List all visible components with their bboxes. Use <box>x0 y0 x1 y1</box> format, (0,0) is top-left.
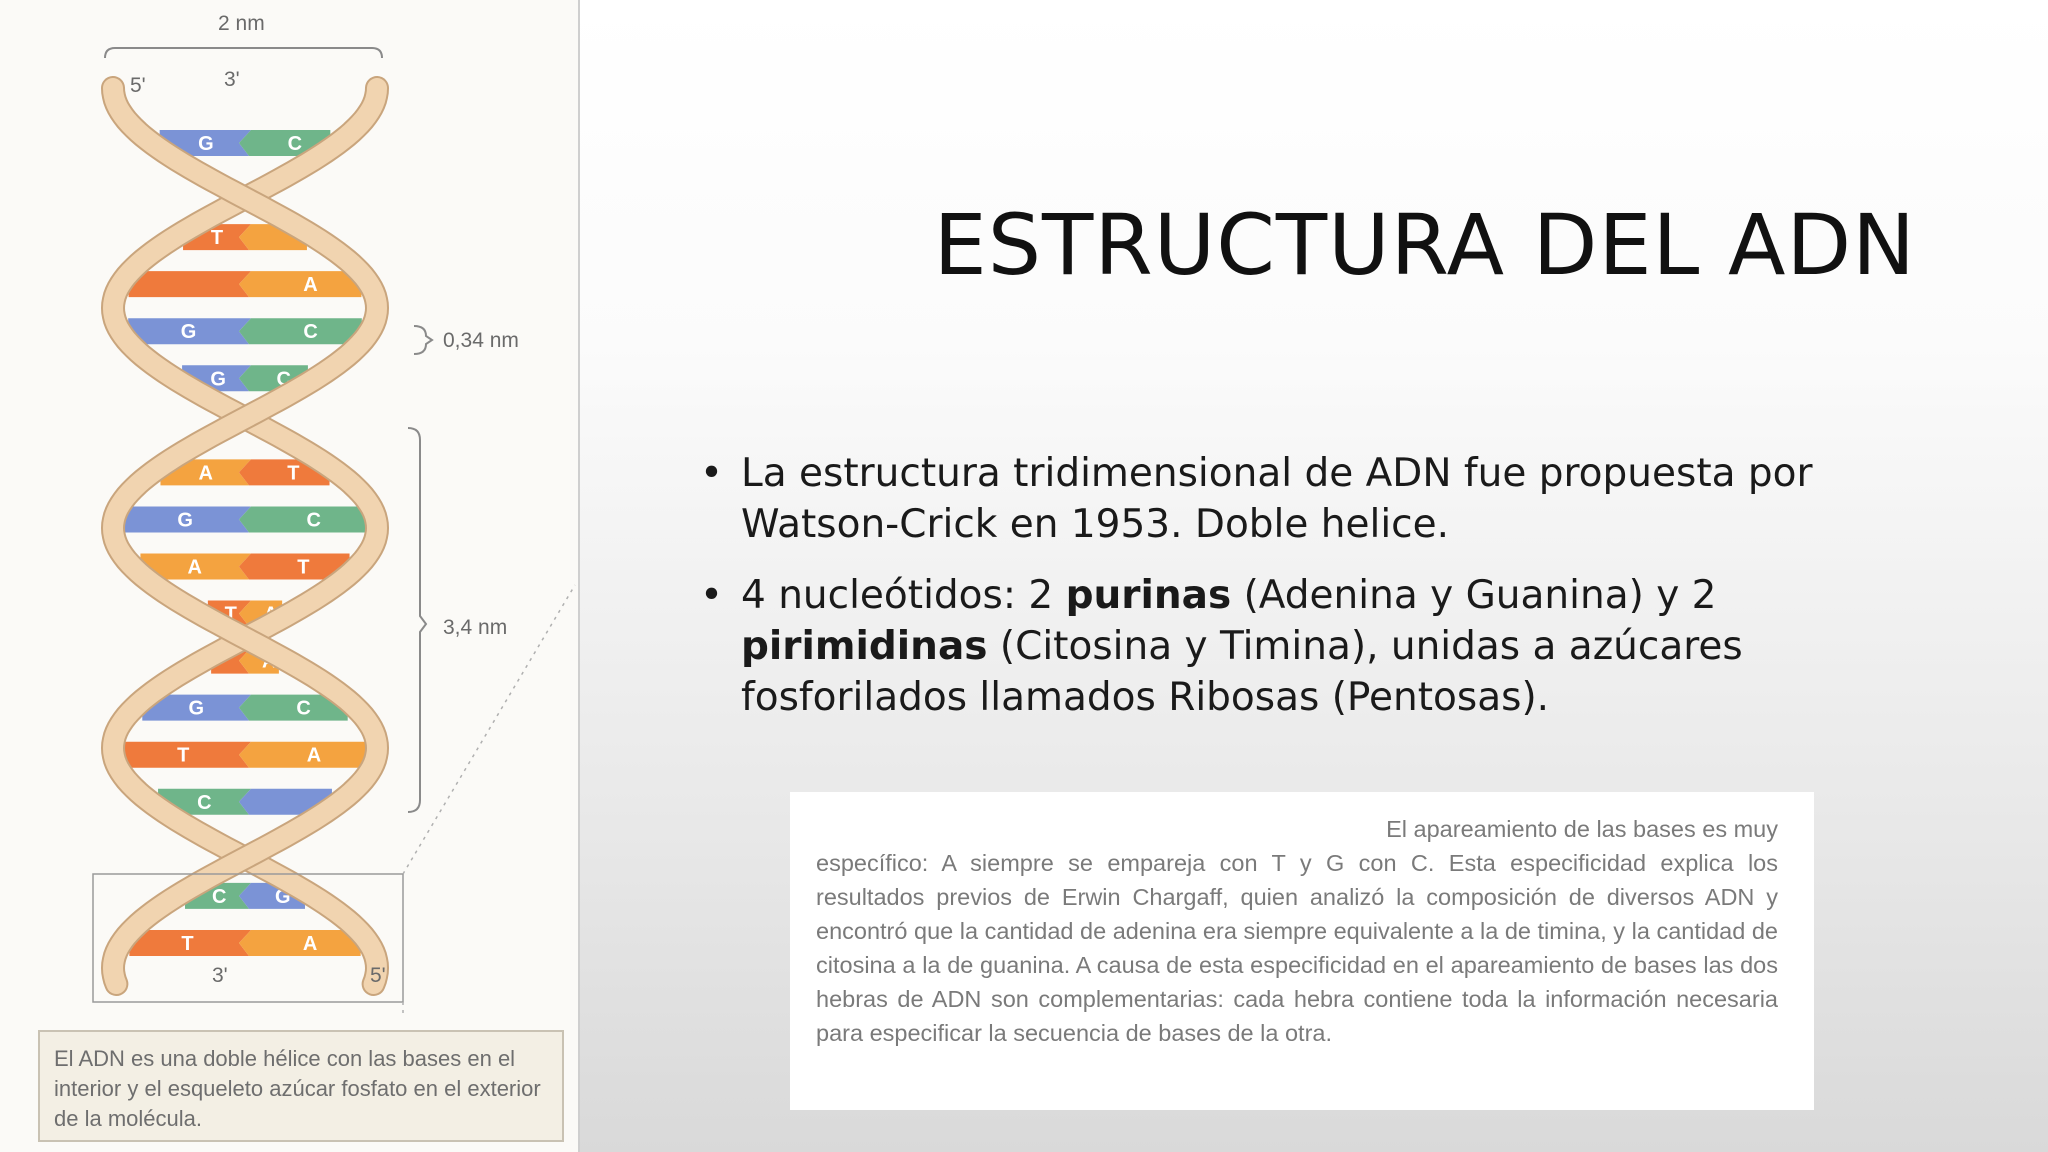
top-right-end-label: 3' <box>224 68 240 91</box>
bullet-text: (Citosina y Timina), unidas a azúcares fosforilados llamados Ribosas (Pentosas). <box>741 624 1743 720</box>
bottom-right-end-label: 5' <box>370 964 386 987</box>
dna-figure-panel <box>0 0 580 1152</box>
base-right-A <box>239 271 361 297</box>
base-letter: T <box>287 462 300 485</box>
base-letter: A <box>306 744 322 767</box>
figure-caption: El ADN es una doble hélice con las bases en el interior y el esqueleto azúcar fosfato en el exterior de la molécula. <box>38 1030 564 1142</box>
bullet-list <box>700 448 1940 743</box>
base-letter: G <box>198 133 214 155</box>
bold-term: pirimidinas <box>741 624 988 669</box>
base-letter: C <box>197 791 212 814</box>
pitch-label: 3,4 nm <box>443 616 508 639</box>
base-letter: T <box>177 744 190 767</box>
base-letter: G <box>274 885 291 908</box>
base-letter: T <box>181 932 194 955</box>
base-letter: A <box>302 932 318 955</box>
base-letter: T <box>210 227 224 250</box>
dna-double-helix-diagram <box>0 0 578 1152</box>
textbook-excerpt <box>790 792 1814 1110</box>
rise-bracket <box>414 326 432 354</box>
width-bracket <box>105 48 382 58</box>
base-right-C <box>239 506 368 532</box>
base-right-C <box>239 318 362 344</box>
base-letter: A <box>198 462 213 485</box>
excerpt-first-line: El apareamiento de las bases es muy <box>1386 816 1778 842</box>
width-label: 2 nm <box>218 12 265 35</box>
bold-term: purinas <box>1065 573 1232 618</box>
bullet-text: (Adenina y Guanina) y 2 <box>1231 573 1717 618</box>
slide-title: ESTRUCTURA DEL ADN <box>933 196 1916 294</box>
sugar-phosphate-backbones <box>113 88 377 984</box>
base-letter: C <box>287 133 303 155</box>
rise-label: 0,34 nm <box>443 329 519 352</box>
base-letter: G <box>180 321 197 344</box>
bullet-item <box>700 448 1940 550</box>
base-letter: A <box>303 274 318 297</box>
base-left-x <box>129 271 251 297</box>
base-letter: C <box>276 368 291 391</box>
pitch-bracket <box>408 428 426 812</box>
base-letter: G <box>210 368 226 391</box>
bullet-text: La estructura tridimensional de ADN fue propuesta por Watson-Crick en 1953. Doble helice. <box>741 451 1813 547</box>
base-letter: C <box>212 885 227 908</box>
base-letter: T <box>224 603 237 626</box>
base-right-A <box>239 930 361 956</box>
base-letter: C <box>306 509 321 532</box>
base-right-A <box>239 742 368 768</box>
excerpt-body: específico: A siempre se empareja con T y G con C. Esta especificidad explica los resultados previos de Erwin Chargaff, quien analizó la composición de diversos ADN y encontró que la cantidad de adenina era siempre equivalente a la de timina, y la cantidad de citosina a la de guanina. A causa de esta especificidad en el apareamiento de bases las dos hebras de ADN son complementarias: cada hebra contiene toda la información necesaria para especificar la secuencia de bases de la otra. <box>816 850 1778 1046</box>
bullet-text: 4 nucleótidos: 2 <box>741 573 1066 618</box>
bullet-item <box>700 570 1940 723</box>
bottom-left-end-label: 3' <box>212 964 228 987</box>
base-letter: A <box>261 650 277 673</box>
base-letter: C <box>303 321 318 344</box>
backbone-strand-2 <box>113 88 377 984</box>
base-letter: T <box>297 556 310 579</box>
base-letter: G <box>177 509 193 532</box>
base-letter: G <box>188 697 205 720</box>
base-letter: A <box>187 556 202 579</box>
base-letter: C <box>296 697 311 720</box>
top-left-end-label: 5' <box>130 74 146 97</box>
base-letter: A <box>263 603 279 626</box>
